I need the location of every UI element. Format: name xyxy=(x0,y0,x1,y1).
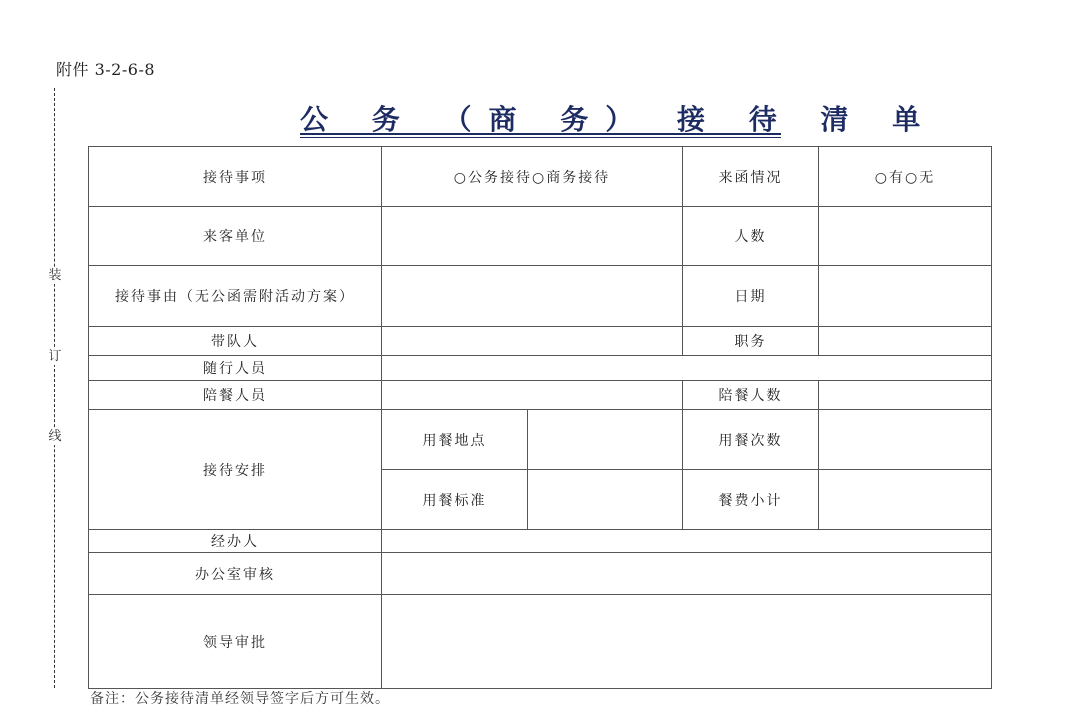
position-field[interactable] xyxy=(819,327,992,356)
binding-char-zhuang: 装 xyxy=(48,268,62,283)
visiting-unit-label: 来客单位 xyxy=(89,207,382,266)
reception-matter-label: 接待事项 xyxy=(89,147,382,207)
headcount-label: 人数 xyxy=(683,207,819,266)
meal-standard-label: 用餐标准 xyxy=(382,470,528,530)
letter-status-label: 来函情况 xyxy=(683,147,819,207)
handler-label: 经办人 xyxy=(89,530,382,553)
reception-matter-options[interactable]: ○公务接待○商务接待 xyxy=(382,147,683,207)
attachment-number: 附件 3-2-6-8 xyxy=(56,60,156,79)
binding-char-ding: 订 xyxy=(48,349,62,364)
date-label: 日期 xyxy=(683,266,819,327)
meal-place-field[interactable] xyxy=(528,410,683,470)
binding-char-xian: 线 xyxy=(48,429,62,444)
title-underline-thin xyxy=(300,137,781,138)
handler-field[interactable] xyxy=(382,530,992,553)
meal-times-field[interactable] xyxy=(819,410,992,470)
leader-approval-label: 领导审批 xyxy=(89,595,382,689)
leader-label: 带队人 xyxy=(89,327,382,356)
hosts-field[interactable] xyxy=(382,381,683,410)
footnote: 备注：公务接待清单经领导签字后方可生效。 xyxy=(90,691,390,707)
office-review-field[interactable] xyxy=(382,553,992,595)
companions-label: 随行人员 xyxy=(89,356,382,381)
page-title: 公 务 （商 务） 接 待 清 单 xyxy=(300,103,938,136)
office-review-label: 办公室审核 xyxy=(89,553,382,595)
reason-field[interactable] xyxy=(382,266,683,327)
meal-subtotal-label: 餐费小计 xyxy=(683,470,819,530)
companions-field[interactable] xyxy=(382,356,992,381)
leader-field[interactable] xyxy=(382,327,683,356)
hosts-label: 陪餐人员 xyxy=(89,381,382,410)
visiting-unit-field[interactable] xyxy=(382,207,683,266)
title-underline xyxy=(300,133,781,135)
reception-list-form xyxy=(88,146,992,689)
binding-dashed-line xyxy=(54,88,55,688)
host-count-label: 陪餐人数 xyxy=(683,381,819,410)
meal-standard-field[interactable] xyxy=(528,470,683,530)
date-field[interactable] xyxy=(819,266,992,327)
meal-times-label: 用餐次数 xyxy=(683,410,819,470)
host-count-field[interactable] xyxy=(819,381,992,410)
arrangement-label: 接待安排 xyxy=(89,410,382,530)
headcount-field[interactable] xyxy=(819,207,992,266)
meal-place-label: 用餐地点 xyxy=(382,410,528,470)
reason-label: 接待事由（无公函需附活动方案） xyxy=(89,266,382,327)
meal-subtotal-field[interactable] xyxy=(819,470,992,530)
position-label: 职务 xyxy=(683,327,819,356)
letter-status-options[interactable]: ○有○无 xyxy=(819,147,992,207)
leader-approval-field[interactable] xyxy=(382,595,992,689)
